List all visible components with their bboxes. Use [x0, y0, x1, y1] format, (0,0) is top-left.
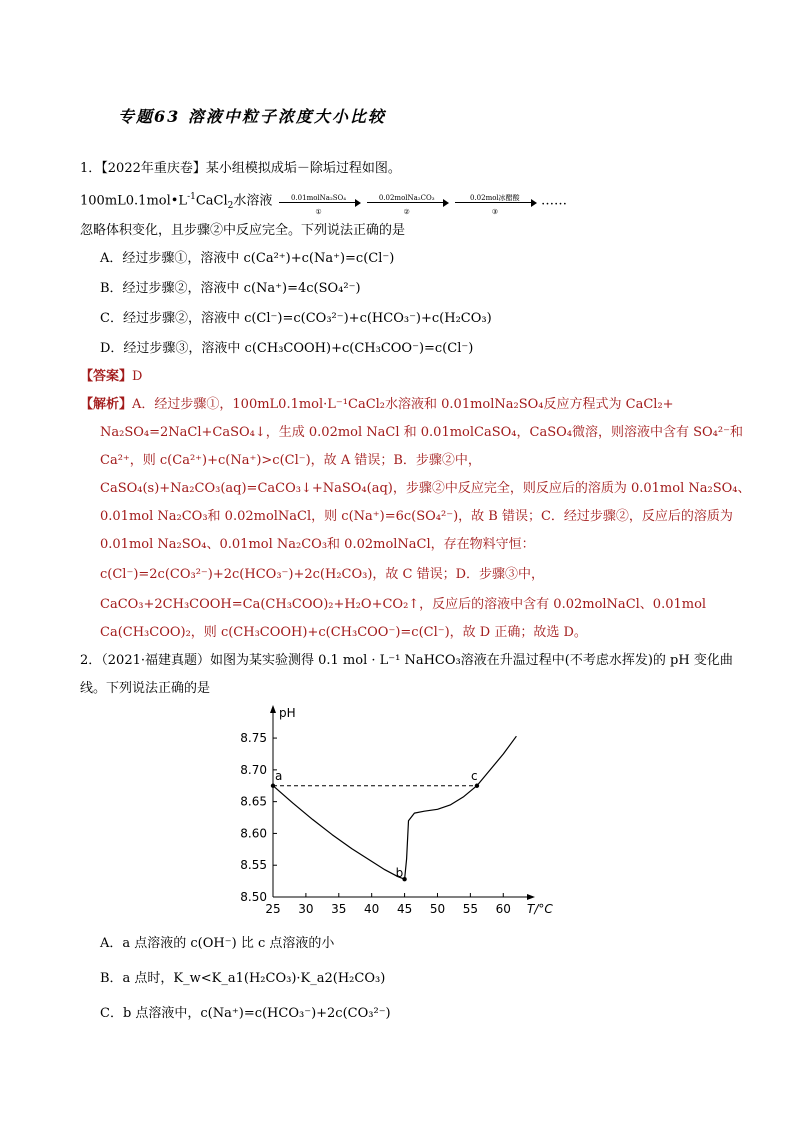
- point-a: [271, 784, 275, 788]
- q2-stem-cont: 线。下列说法正确的是: [80, 681, 211, 696]
- analysis-line: Na₂SO₄=2NaCl+CaSO₄↓，生成 0.02mol NaCl 和 0.01molCaSO₄，CaSO₄微溶，则溶液中含有 SO₄²⁻和: [100, 425, 743, 440]
- q2-option-c: C．b 点溶液中，c(Na⁺)=c(HCO₃⁻)+2c(CO₃²⁻): [100, 1006, 391, 1021]
- q1-answer: [80, 368, 142, 386]
- step3-arrow: [455, 193, 535, 216]
- analysis-line: CaSO₄(s)+Na₂CO₃(aq)=CaCO₃↓+NaSO₄(aq)，步骤②中反应完全，则反应后的溶质为 0.01mol Na₂SO₄、: [100, 481, 751, 496]
- x-axis-arrow: [527, 894, 535, 900]
- x-tick-label: 45: [396, 902, 413, 916]
- point-label-b: b: [395, 866, 404, 881]
- point-label-a: a: [275, 768, 283, 783]
- x-tick-label: 35: [331, 902, 347, 916]
- analysis-line: c(Cl⁻)=2c(CO₃²⁻)+2c(HCO₃⁻)+2c(H₂CO₃)，故 C 错误；D．步骤③中，: [100, 567, 545, 582]
- process-ellipsis: ……: [540, 193, 567, 209]
- q1-stem: 1．【2022年重庆卷】某小组模拟成垢－除垢过程如图。: [80, 161, 401, 176]
- q2-option-a: A．a 点溶液的 c(OH⁻) 比 c 点溶液的小: [100, 936, 335, 951]
- analysis-line: CaCO₃+2CH₃COOH=Ca(CH₃COO)₂+H₂O+CO₂↑，反应后的溶液中含有 0.02molNaCl、0.01mol: [100, 597, 707, 612]
- y-tick-label: 8.75: [240, 731, 267, 746]
- process-cacl: CaCl: [195, 193, 228, 209]
- q2-stem: 2．（2021·福建真题）如图为某实验测得 0.1 mol · L⁻¹ NaHCO₃溶液在升温过程中(不考虑水挥发)的 pH 变化曲: [80, 653, 733, 668]
- x-tick-label: 30: [298, 902, 314, 916]
- q1-process: $100mL0.1mol•L^{-1}CaCl_2$水溶液 0.01molNa₂SO₄ ① 0.02molNa₂CO₃ ② 0.02mol冰醋酸 ③ ……: [80, 188, 567, 215]
- q1-option-a: A．经过步骤①，溶液中 c(Ca²⁺)+c(Na⁺)=c(Cl⁻): [100, 251, 395, 266]
- ph-temperature-chart: [225, 705, 565, 925]
- x-tick-label: 40: [364, 902, 380, 916]
- step2-num: ②: [403, 207, 410, 216]
- step1-num: ①: [315, 207, 322, 216]
- process-start: 100mL0.1mol•L: [80, 193, 188, 209]
- analysis-line: 0.01mol Na₂CO₃和 0.02molNaCl，则 c(Na⁺)=6c(SO₄²⁻)，故 B 错误；C．经过步骤②，反应后的溶质为: [100, 509, 733, 524]
- y-axis-label: pH: [279, 706, 296, 720]
- answer-value: D: [132, 369, 143, 384]
- analysis-line: Ca²⁺，则 c(Ca²⁺)+c(Na⁺)>c(Cl⁻)，故 A 错误；B．步骤②中，: [100, 453, 481, 468]
- step3-num: ③: [491, 207, 498, 216]
- y-tick-label: 8.55: [240, 858, 267, 873]
- ph-curve: [273, 736, 516, 879]
- y-tick-label: 8.60: [240, 826, 267, 841]
- page-title: 专题63 溶液中粒子浓度大小比较: [118, 107, 386, 126]
- analysis-line: 0.01mol Na₂SO₄、0.01mol Na₂CO₃和 0.02molNaCl，存在物料守恒：: [100, 537, 535, 552]
- x-tick-label: 50: [429, 902, 446, 916]
- answer-tag: 【答案】: [80, 369, 133, 384]
- analysis-line: A．经过步骤①，100mL0.1mol·L⁻¹CaCl₂水溶液和 0.01molNa₂SO₄反应方程式为 CaCl₂+: [132, 397, 674, 412]
- step1-reagent: 0.01molNa₂SO₄: [290, 193, 347, 202]
- q1-option-d: D．经过步骤③，溶液中 c(CH₃COOH)+c(CH₃COO⁻)=c(Cl⁻): [100, 341, 474, 356]
- x-tick-label: 55: [462, 902, 479, 916]
- analysis-tag: 【解析】: [80, 397, 133, 412]
- q1-analysis-first: [80, 396, 674, 414]
- y-tick-label: 8.65: [240, 794, 267, 809]
- point-c: [475, 784, 479, 788]
- y-axis-arrow: [270, 705, 276, 713]
- process-solution: 水溶液: [233, 193, 273, 209]
- q2-option-b: B．a 点时，K_w<K_a1(H₂CO₃)·K_a2(H₂CO₃): [100, 971, 386, 986]
- y-tick-label: 8.70: [240, 762, 267, 777]
- x-axis-label: T/°C: [527, 902, 553, 916]
- q1-condition: 忽略体积变化，且步骤②中反应完全。下列说法正确的是: [80, 223, 406, 238]
- step2-arrow: [367, 193, 447, 216]
- point-label-c: c: [470, 768, 478, 783]
- step1-arrow: [279, 193, 359, 216]
- x-tick-label: 60: [495, 902, 511, 916]
- step2-reagent: 0.02molNa₂CO₃: [378, 193, 435, 202]
- q1-option-b: B．经过步骤②，溶液中 c(Na⁺)=4c(SO₄²⁻): [100, 281, 361, 296]
- q1-option-c: C．经过步骤②，溶液中 c(Cl⁻)=c(CO₃²⁻)+c(HCO₃⁻)+c(H₂CO₃): [100, 311, 492, 326]
- step3-reagent: 0.02mol冰醋酸: [469, 193, 520, 202]
- analysis-line: Ca(CH₃COO)₂，则 c(CH₃COOH)+c(CH₃COO⁻)=c(Cl⁻)，故 D 正确；故选 D。: [100, 625, 587, 640]
- y-tick-label: 8.50: [240, 890, 267, 904]
- x-tick-label: 25: [265, 902, 281, 916]
